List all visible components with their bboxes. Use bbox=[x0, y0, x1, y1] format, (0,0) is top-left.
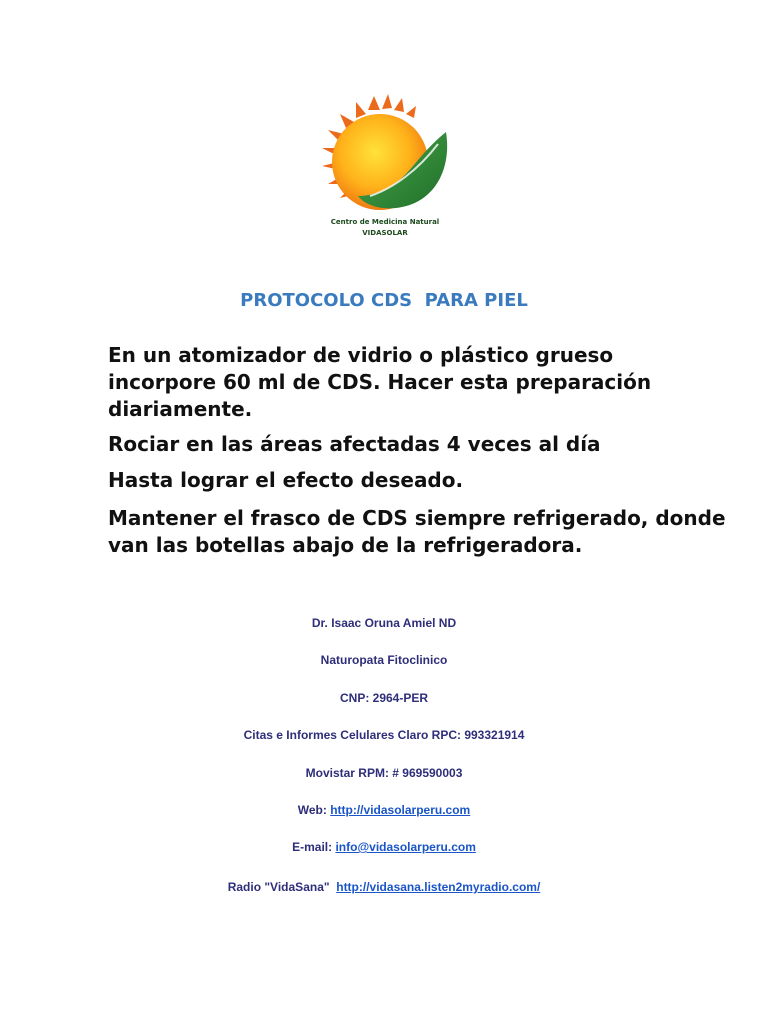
logo-line2: VIDASOLAR bbox=[362, 229, 408, 237]
email-label: E-mail: bbox=[292, 840, 336, 854]
sun-leaf-logo-icon bbox=[312, 92, 458, 242]
contact-web bbox=[0, 803, 768, 817]
contact-email bbox=[0, 840, 768, 854]
paragraph-preparation: En un atomizador de vidrio o plástico grueso incorpore 60 ml de CDS. Hacer esta preparación diariamente. bbox=[108, 343, 652, 421]
contact-radio bbox=[0, 880, 768, 894]
logo-line1: Centro de Medicina Natural bbox=[330, 218, 440, 226]
email-link[interactable]: info@vidasolarperu.com bbox=[335, 840, 476, 854]
radio-link[interactable]: http://vidasana.listen2myradio.com/ bbox=[336, 880, 541, 894]
contact-doctor: Dr. Isaac Oruna Amiel ND bbox=[311, 616, 457, 630]
contact-role: Naturopata Fitoclinico bbox=[320, 653, 448, 667]
page-title: PROTOCOLO CDS PARA PIEL bbox=[240, 290, 528, 311]
contact-claro: Citas e Informes Celulares Claro RPC: 993321914 bbox=[243, 728, 525, 742]
radio-label: Radio "VidaSana" bbox=[227, 880, 337, 894]
web-link[interactable]: http://vidasolarperu.com bbox=[330, 803, 471, 817]
paragraph-duration: Hasta lograr el efecto deseado. bbox=[108, 468, 464, 492]
vidasolar-logo bbox=[312, 92, 458, 242]
web-label: Web: bbox=[297, 803, 331, 817]
paragraph-storage: Mantener el frasco de CDS siempre refrigerado, donde van las botellas abajo de la refrigeradora. bbox=[108, 506, 726, 557]
contact-cnp: CNP: 2964-PER bbox=[339, 691, 429, 705]
paragraph-application: Rociar en las áreas afectadas 4 veces al día bbox=[108, 432, 601, 456]
contact-movistar: Movistar RPM: # 969590003 bbox=[305, 766, 463, 780]
